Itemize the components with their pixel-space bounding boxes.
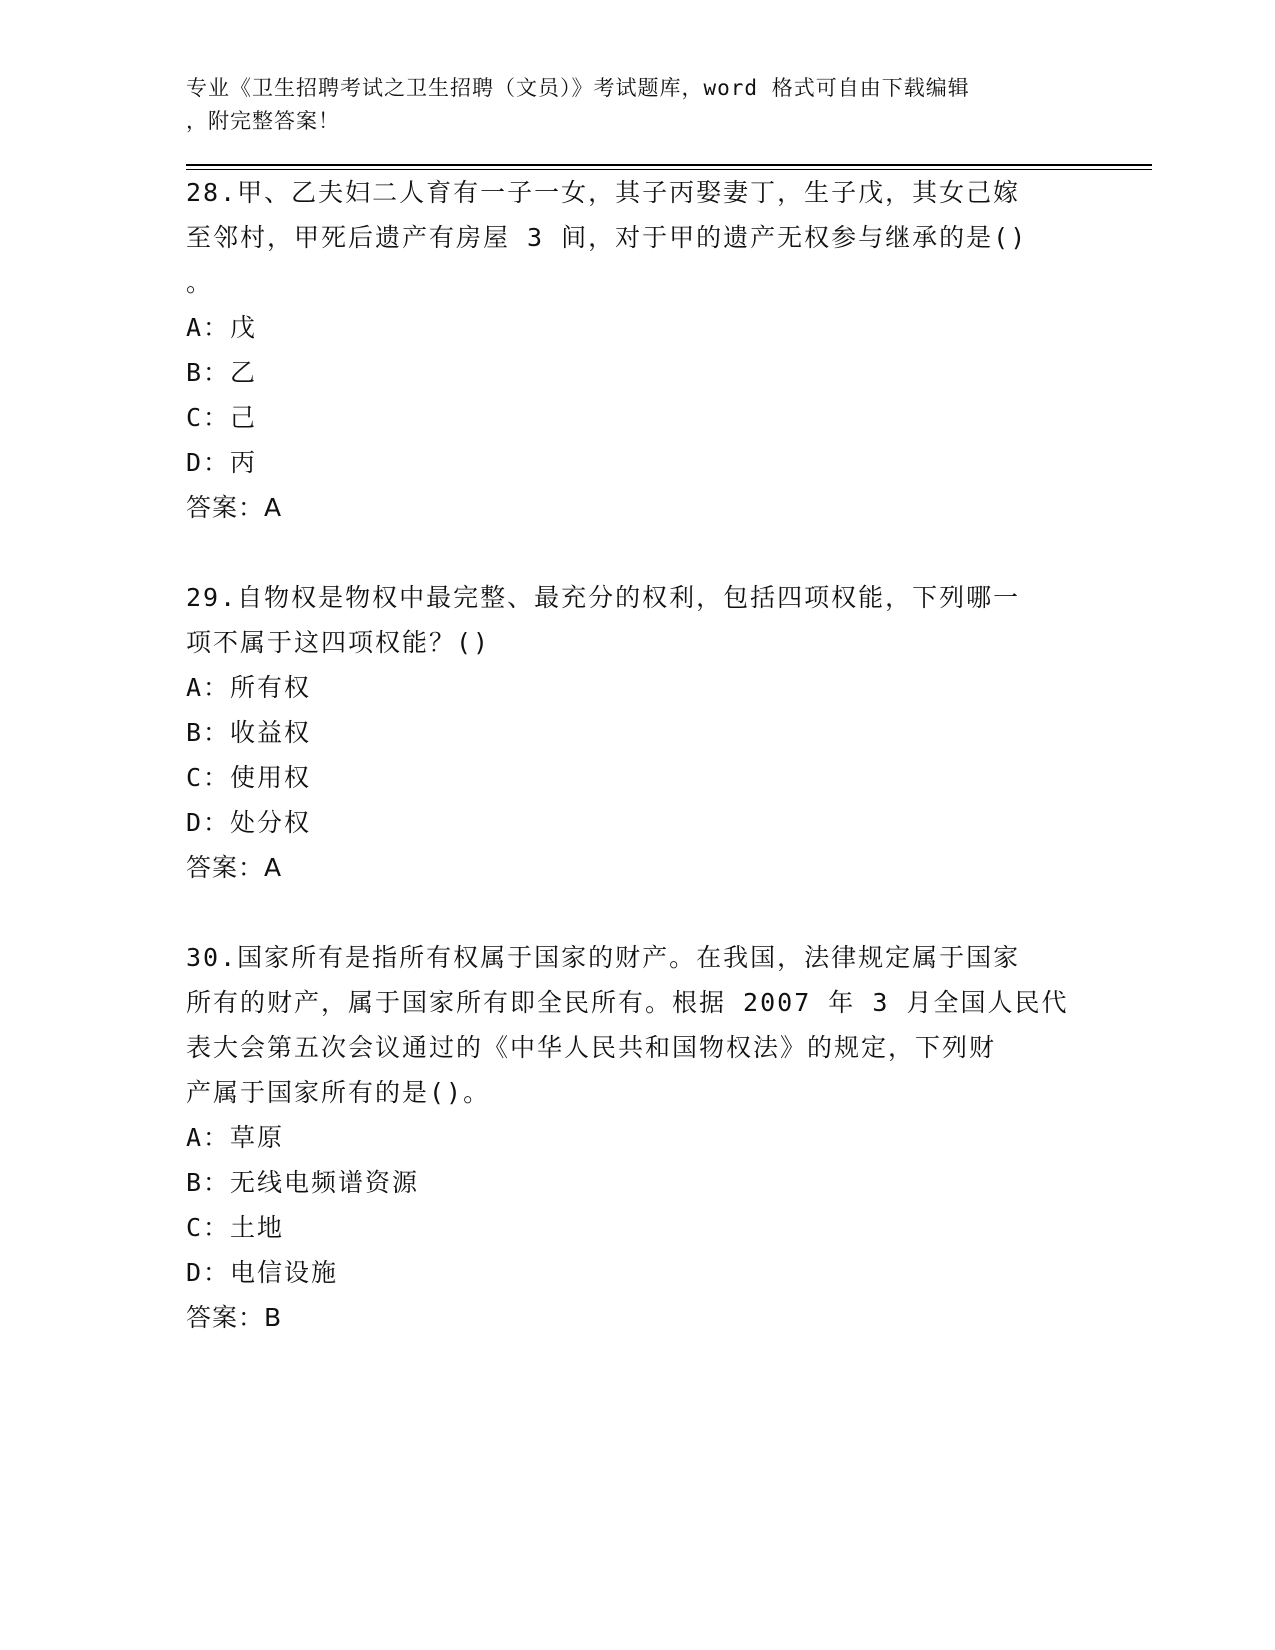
answer: 答案：B [186,1303,283,1332]
question-text [186,575,1066,665]
option-text: 处分权 [230,808,312,837]
spacer [186,530,1066,575]
option-text: 收益权 [230,718,312,747]
option-c [186,395,1066,440]
option-text: 乙 [230,358,258,387]
option-text: 戊 [230,313,258,342]
question-line: 。 [186,268,214,297]
document-page [186,72,1069,1340]
question-30 [186,935,1069,1340]
option-text: 无线电频谱资源 [230,1168,420,1197]
option-letter: D： [186,808,231,837]
option-d [186,800,1066,845]
question-29 [186,575,1066,890]
document-header [186,72,1046,138]
option-text: 使用权 [230,763,312,792]
question-text [186,170,1066,305]
option-letter: C： [186,1213,231,1242]
option-d [186,1250,1066,1295]
header-line-2: ，附完整答案！ [186,109,340,133]
option-letter: C： [186,403,231,432]
question-line: 29.自物权是物权中最完整、最充分的权利，包括四项权能，下列哪一 [186,583,1021,612]
option-text: 丙 [230,448,258,477]
option-text: 所有权 [230,673,312,702]
question-line: 28.甲、乙夫妇二人育有一子一女，其子丙娶妻丁，生子戊，其女己嫁 [186,178,1021,207]
option-letter: B： [186,1168,231,1197]
option-a [186,665,1066,710]
question-line: 至邻村，甲死后遗产有房屋 3 间，对于甲的遗产无权参与继承的是() [186,223,1028,252]
question-line: 所有的财产，属于国家所有即全民所有。根据 2007 年 3 月全国人民代 [186,988,1069,1017]
option-b [186,350,1066,395]
option-letter: D： [186,1258,231,1287]
option-b [186,710,1066,755]
option-d [186,440,1066,485]
option-letter: C： [186,763,231,792]
option-letter: B： [186,358,231,387]
question-text [186,935,1069,1115]
question-28 [186,170,1066,530]
answer: 答案：A [186,493,283,522]
spacer [186,890,1066,935]
question-line: 30.国家所有是指所有权属于国家的财产。在我国，法律规定属于国家 [186,943,1021,972]
option-c [186,755,1066,800]
option-c [186,1205,1066,1250]
option-text: 己 [230,403,258,432]
header-line-1: 专业《卫生招聘考试之卫生招聘（文员）》考试题库，word 格式可自由下载编辑 [186,76,970,100]
answer: 答案：A [186,853,283,882]
option-letter: D： [186,448,231,477]
option-letter: A： [186,673,231,702]
option-letter: A： [186,313,231,342]
option-text: 草原 [230,1123,285,1152]
option-letter: B： [186,718,231,747]
question-line: 表大会第五次会议通过的《中华人民共和国物权法》的规定，下列财 [186,1033,997,1062]
option-b [186,1160,1066,1205]
question-line: 产属于国家所有的是()。 [186,1078,491,1107]
option-text: 土地 [230,1213,285,1242]
question-line: 项不属于这四项权能？() [186,628,491,657]
option-a [186,305,1066,350]
option-a [186,1115,1066,1160]
option-text: 电信设施 [230,1258,339,1287]
option-letter: A： [186,1123,231,1152]
